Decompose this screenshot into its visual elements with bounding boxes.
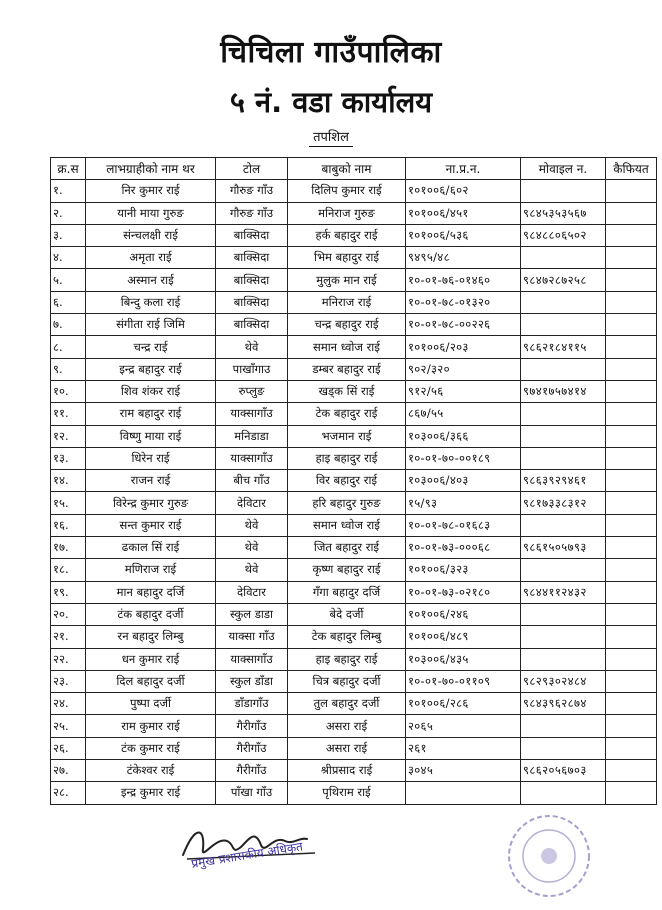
col-remarks-header: कैफियत (606, 158, 657, 180)
remarks-cell (606, 715, 657, 737)
serial-cell: २६. (51, 737, 86, 759)
tole-cell: गैरीगाँउ (216, 715, 288, 737)
remarks-cell (606, 514, 657, 536)
serial-cell: ९. (51, 358, 86, 380)
citizenship-number-cell: १०१००६/२८६ (406, 693, 521, 715)
serial-cell: २७. (51, 760, 86, 782)
table-row (51, 492, 657, 514)
serial-cell: १९. (51, 581, 86, 603)
father-name-cell: असरा राई (288, 737, 406, 759)
father-name-cell: मनिराज राई (288, 291, 406, 313)
tole-cell: देविटार (216, 581, 288, 603)
father-name-cell: मनिराज गुरुङ (288, 202, 406, 224)
father-name-cell: पृथिराम राई (288, 782, 406, 804)
father-name-cell: हाइ बहादुर राई (288, 447, 406, 469)
mobile-number-cell (521, 180, 606, 202)
remarks-cell (606, 425, 657, 447)
serial-cell: ७. (51, 314, 86, 336)
remarks-cell (606, 537, 657, 559)
mobile-number-cell: ९८१७३३८३१२ (521, 492, 606, 514)
citizenship-number-cell: १०-०१-७८-०१६८३ (406, 514, 521, 536)
citizenship-number-cell: १०३००६/४३५ (406, 648, 521, 670)
beneficiary-name-cell: मणिराज राई (86, 559, 216, 581)
mobile-number-cell (521, 291, 606, 313)
tole-cell: याक्सा गाँउ (216, 626, 288, 648)
remarks-cell (606, 559, 657, 581)
beneficiary-name-cell: चन्द्र राई (86, 336, 216, 358)
beneficiary-name-cell: सन्त कुमार राई (86, 514, 216, 536)
father-name-cell: टेक बहादुर राई (288, 403, 406, 425)
table-row (51, 470, 657, 492)
mobile-number-cell: ९७४१७५७४१४ (521, 380, 606, 402)
beneficiary-name-cell: मान बहादुर दर्जि (86, 581, 216, 603)
beneficiary-name-cell: धिरेन राई (86, 447, 216, 469)
serial-cell: ८. (51, 336, 86, 358)
serial-cell: १७. (51, 537, 86, 559)
table-row (51, 336, 657, 358)
mobile-number-cell (521, 425, 606, 447)
father-name-cell: बेदे दर्जी (288, 603, 406, 625)
table-row (51, 670, 657, 692)
mobile-number-cell: ९८४८८०६५०२ (521, 224, 606, 246)
mobile-number-cell (521, 247, 606, 269)
remarks-cell (606, 693, 657, 715)
tole-cell: स्कुल डाँडा (216, 670, 288, 692)
remarks-cell (606, 202, 657, 224)
details-subtitle-text: तपशिल (309, 130, 353, 147)
citizenship-number-cell: १०३००६/३६६ (406, 425, 521, 447)
remarks-cell (606, 447, 657, 469)
tole-cell: याक्सागाँउ (216, 648, 288, 670)
tole-cell: गौरुङ गाँउ (216, 202, 288, 224)
beneficiary-name-cell: राम कुमार राई (86, 715, 216, 737)
remarks-cell (606, 291, 657, 313)
mobile-number-cell: ९८६३९२९४६१ (521, 470, 606, 492)
citizenship-number-cell: ८६७/५५ (406, 403, 521, 425)
remarks-cell (606, 403, 657, 425)
col-tole-header: टोल (216, 158, 288, 180)
signatory-designation: प्रमुख प्रशासकीय अधिकृत (190, 839, 304, 871)
father-name-cell: तुल बहादुर दर्जी (288, 693, 406, 715)
father-name-cell: भिम बहादुर राई (288, 247, 406, 269)
remarks-cell (606, 180, 657, 202)
beneficiary-name-cell: विष्णु माया राई (86, 425, 216, 447)
citizenship-number-cell: २०६५ (406, 715, 521, 737)
father-name-cell: असरा राई (288, 715, 406, 737)
remarks-cell (606, 336, 657, 358)
beneficiary-name-cell: अस्मान राई (86, 269, 216, 291)
father-name-cell: भजमान राई (288, 425, 406, 447)
tole-cell: गैरीगाँउ (216, 737, 288, 759)
father-name-cell: गँगा बहादुर दर्जि (288, 581, 406, 603)
tole-cell: याक्सागाँउ (216, 447, 288, 469)
tole-cell: बाक्सिदा (216, 247, 288, 269)
col-mobile-header: मोवाइल न. (521, 158, 606, 180)
mobile-number-cell: ९८४३९६२८७४ (521, 693, 606, 715)
beneficiary-name-cell: राजन राई (86, 470, 216, 492)
tole-cell: रुप्लुङ (216, 380, 288, 402)
father-name-cell: जित बहादुर राई (288, 537, 406, 559)
tole-cell: बीच गाँउ (216, 470, 288, 492)
table-row (51, 693, 657, 715)
serial-cell: १४. (51, 470, 86, 492)
remarks-cell (606, 314, 657, 336)
table-row (51, 403, 657, 425)
col-serial-header: क्र.स (51, 158, 86, 180)
father-name-cell: डम्बर बहादुर राई (288, 358, 406, 380)
remarks-cell (606, 247, 657, 269)
mobile-number-cell: ९८६१५०५७९३ (521, 537, 606, 559)
serial-cell: ५. (51, 269, 86, 291)
father-name-cell: हरि बहादुर गुरुङ (288, 492, 406, 514)
table-row (51, 715, 657, 737)
mobile-number-cell: ९८२९३०२४८४ (521, 670, 606, 692)
beneficiary-name-cell: धन कुमार राई (86, 648, 216, 670)
serial-cell: २५. (51, 715, 86, 737)
serial-cell: २४. (51, 693, 86, 715)
beneficiary-name-cell: इन्द्र बहादुर राई (86, 358, 216, 380)
mobile-number-cell (521, 403, 606, 425)
remarks-cell (606, 380, 657, 402)
tole-cell: बाक्सिदा (216, 291, 288, 313)
beneficiary-name-cell: राम बहादुर राई (86, 403, 216, 425)
citizenship-number-cell: ९१२/५६ (406, 380, 521, 402)
beneficiary-name-cell: टंक बहादुर दर्जी (86, 603, 216, 625)
office-stamp-icon (505, 812, 593, 900)
table-row (51, 760, 657, 782)
table-row (51, 559, 657, 581)
table-row (51, 447, 657, 469)
mobile-number-cell (521, 626, 606, 648)
table-header-row (51, 158, 657, 180)
table-row (51, 314, 657, 336)
serial-cell: १२. (51, 425, 86, 447)
tole-cell: गौरुङ गाँउ (216, 180, 288, 202)
citizenship-number-cell: १०-०१-७०-०११०९ (406, 670, 521, 692)
citizenship-number-cell: १०१००६/५३६ (406, 224, 521, 246)
beneficiary-name-cell: पुष्पा दर्जी (86, 693, 216, 715)
remarks-cell (606, 670, 657, 692)
tole-cell: बाक्सिदा (216, 314, 288, 336)
father-name-cell: हर्क बहादुर राई (288, 224, 406, 246)
remarks-cell (606, 358, 657, 380)
serial-cell: २२. (51, 648, 86, 670)
table-row (51, 626, 657, 648)
remarks-cell (606, 269, 657, 291)
citizenship-number-cell: १०१००६/२०३ (406, 336, 521, 358)
mobile-number-cell (521, 314, 606, 336)
citizenship-number-cell: २६१ (406, 737, 521, 759)
father-name-cell: समान ध्वोज राई (288, 336, 406, 358)
table-row (51, 269, 657, 291)
table-row (51, 581, 657, 603)
beneficiary-name-cell: बिन्दु कला राई (86, 291, 216, 313)
father-name-cell: समान ध्वोज राई (288, 514, 406, 536)
mobile-number-cell (521, 648, 606, 670)
beneficiary-name-cell: अमृता राई (86, 247, 216, 269)
mobile-number-cell (521, 358, 606, 380)
serial-cell: १. (51, 180, 86, 202)
beneficiary-name-cell: ढकाल सिं राई (86, 537, 216, 559)
citizenship-number-cell: १०१००६/६०२ (406, 180, 521, 202)
mobile-number-cell (521, 782, 606, 804)
tole-cell: याक्सागाँउ (216, 403, 288, 425)
details-subtitle (0, 127, 662, 145)
father-name-cell: हाइ बहादुर राई (288, 648, 406, 670)
table-row (51, 514, 657, 536)
citizenship-number-cell: १०-०१-७०-००१८९ (406, 447, 521, 469)
remarks-cell (606, 782, 657, 804)
citizenship-number-cell: १५/९३ (406, 492, 521, 514)
remarks-cell (606, 737, 657, 759)
tole-cell: थेवे (216, 336, 288, 358)
serial-cell: ६. (51, 291, 86, 313)
citizenship-number-cell: ९०२/३२० (406, 358, 521, 380)
citizenship-number-cell: १०-०१-७३-०००६८ (406, 537, 521, 559)
mobile-number-cell (521, 559, 606, 581)
citizenship-number-cell: १०१००६/४५१ (406, 202, 521, 224)
table-row (51, 202, 657, 224)
father-name-cell: मुलुक मान राई (288, 269, 406, 291)
father-name-cell: टेक बहादुर लिम्बु (288, 626, 406, 648)
citizenship-number-cell: ९४९५/४८ (406, 247, 521, 269)
table-row (51, 425, 657, 447)
citizenship-number-cell: १०१००६/४८९ (406, 626, 521, 648)
serial-cell: ११. (51, 403, 86, 425)
father-name-cell: विर बहादुर राई (288, 470, 406, 492)
mobile-number-cell: ९८४४११२४३२ (521, 581, 606, 603)
serial-cell: १०. (51, 380, 86, 402)
serial-cell: ३. (51, 224, 86, 246)
remarks-cell (606, 648, 657, 670)
citizenship-number-cell: १०३००६/४०३ (406, 470, 521, 492)
table-row (51, 648, 657, 670)
tole-cell: बाक्सिदा (216, 269, 288, 291)
beneficiary-name-cell: यानी माया गुरुङ (86, 202, 216, 224)
tole-cell: बाक्सिदा (216, 224, 288, 246)
table-row (51, 782, 657, 804)
table-row (51, 380, 657, 402)
beneficiary-name-cell: संगीता राई जिमि (86, 314, 216, 336)
table-row (51, 247, 657, 269)
mobile-number-cell (521, 603, 606, 625)
tole-cell: डाँडागाँउ (216, 693, 288, 715)
serial-cell: ४. (51, 247, 86, 269)
mobile-number-cell: ९८६२०५६७०३ (521, 760, 606, 782)
mobile-number-cell (521, 447, 606, 469)
tole-cell: थेवे (216, 559, 288, 581)
remarks-cell (606, 626, 657, 648)
mobile-number-cell (521, 514, 606, 536)
mobile-number-cell: ९८४५३५३५६७ (521, 202, 606, 224)
beneficiary-name-cell: इन्द्र कुमार राई (86, 782, 216, 804)
tole-cell: स्कुल डाडा (216, 603, 288, 625)
remarks-cell (606, 581, 657, 603)
tole-cell: थेवे (216, 514, 288, 536)
beneficiary-name-cell: टंक कुमार राई (86, 737, 216, 759)
tole-cell: मनिडाडा (216, 425, 288, 447)
serial-cell: १५. (51, 492, 86, 514)
tole-cell: देविटार (216, 492, 288, 514)
beneficiary-name-cell: संन्चलक्षी राई (86, 224, 216, 246)
beneficiary-table (50, 157, 657, 805)
mobile-number-cell (521, 715, 606, 737)
mobile-number-cell: ९८६२१८४११५ (521, 336, 606, 358)
mobile-number-cell (521, 737, 606, 759)
beneficiary-name-cell: दिल बहादुर दर्जी (86, 670, 216, 692)
father-name-cell: श्रीप्रसाद राई (288, 760, 406, 782)
citizenship-number-cell: १०-०१-७८-०१३२० (406, 291, 521, 313)
serial-cell: १३. (51, 447, 86, 469)
father-name-cell: कृष्ण बहादुर राई (288, 559, 406, 581)
tole-cell: पाँखा गाँउ (216, 782, 288, 804)
citizenship-number-cell: १०-०१-७३-०२१८० (406, 581, 521, 603)
col-name-header: लाभग्राहीको नाम थर (86, 158, 216, 180)
remarks-cell (606, 760, 657, 782)
col-father-header: बाबुको नाम (288, 158, 406, 180)
serial-cell: २३. (51, 670, 86, 692)
ward-office-title: ५ नं. वडा कार्यालय (229, 85, 433, 119)
remarks-cell (606, 224, 657, 246)
table-row (51, 180, 657, 202)
table-row (51, 603, 657, 625)
serial-cell: २०. (51, 603, 86, 625)
tole-cell: पाखाँगाउ (216, 358, 288, 380)
remarks-cell (606, 492, 657, 514)
beneficiary-name-cell: रन बहादुर लिम्बु (86, 626, 216, 648)
father-name-cell: दिलिप कुमार राई (288, 180, 406, 202)
tole-cell: थेवे (216, 537, 288, 559)
citizenship-number-cell: ३०४५ (406, 760, 521, 782)
municipality-title: चिचिला गाउँपालिका (220, 35, 442, 70)
citizenship-number-cell: १०१००६/२४६ (406, 603, 521, 625)
serial-cell: १६. (51, 514, 86, 536)
beneficiary-name-cell: निर कुमार राई (86, 180, 216, 202)
serial-cell: २१. (51, 626, 86, 648)
beneficiary-name-cell: शिव शंकर राई (86, 380, 216, 402)
citizenship-number-cell: १०१००६/३२३ (406, 559, 521, 581)
tole-cell: गैरीगाँउ (216, 760, 288, 782)
father-name-cell: चित्र बहादुर दर्जी (288, 670, 406, 692)
citizenship-number-cell: १०-०१-७८-००२२६ (406, 314, 521, 336)
beneficiary-name-cell: टंकेश्वर राई (86, 760, 216, 782)
mobile-number-cell: ९८४७२८७२५८ (521, 269, 606, 291)
citizenship-number-cell (406, 782, 521, 804)
remarks-cell (606, 603, 657, 625)
serial-cell: १८. (51, 559, 86, 581)
serial-cell: २. (51, 202, 86, 224)
table-row (51, 291, 657, 313)
serial-cell: २८. (51, 782, 86, 804)
col-citizenship-header: ना.प्र.न. (406, 158, 521, 180)
beneficiary-name-cell: विरेन्द्र कुमार गुरुङ (86, 492, 216, 514)
father-name-cell: चन्द्र बहादुर राई (288, 314, 406, 336)
citizenship-number-cell: १०-०१-७६-०१४६० (406, 269, 521, 291)
table-row (51, 358, 657, 380)
table-row (51, 224, 657, 246)
remarks-cell (606, 470, 657, 492)
table-row (51, 737, 657, 759)
table-row (51, 537, 657, 559)
father-name-cell: खड्क सिं राई (288, 380, 406, 402)
